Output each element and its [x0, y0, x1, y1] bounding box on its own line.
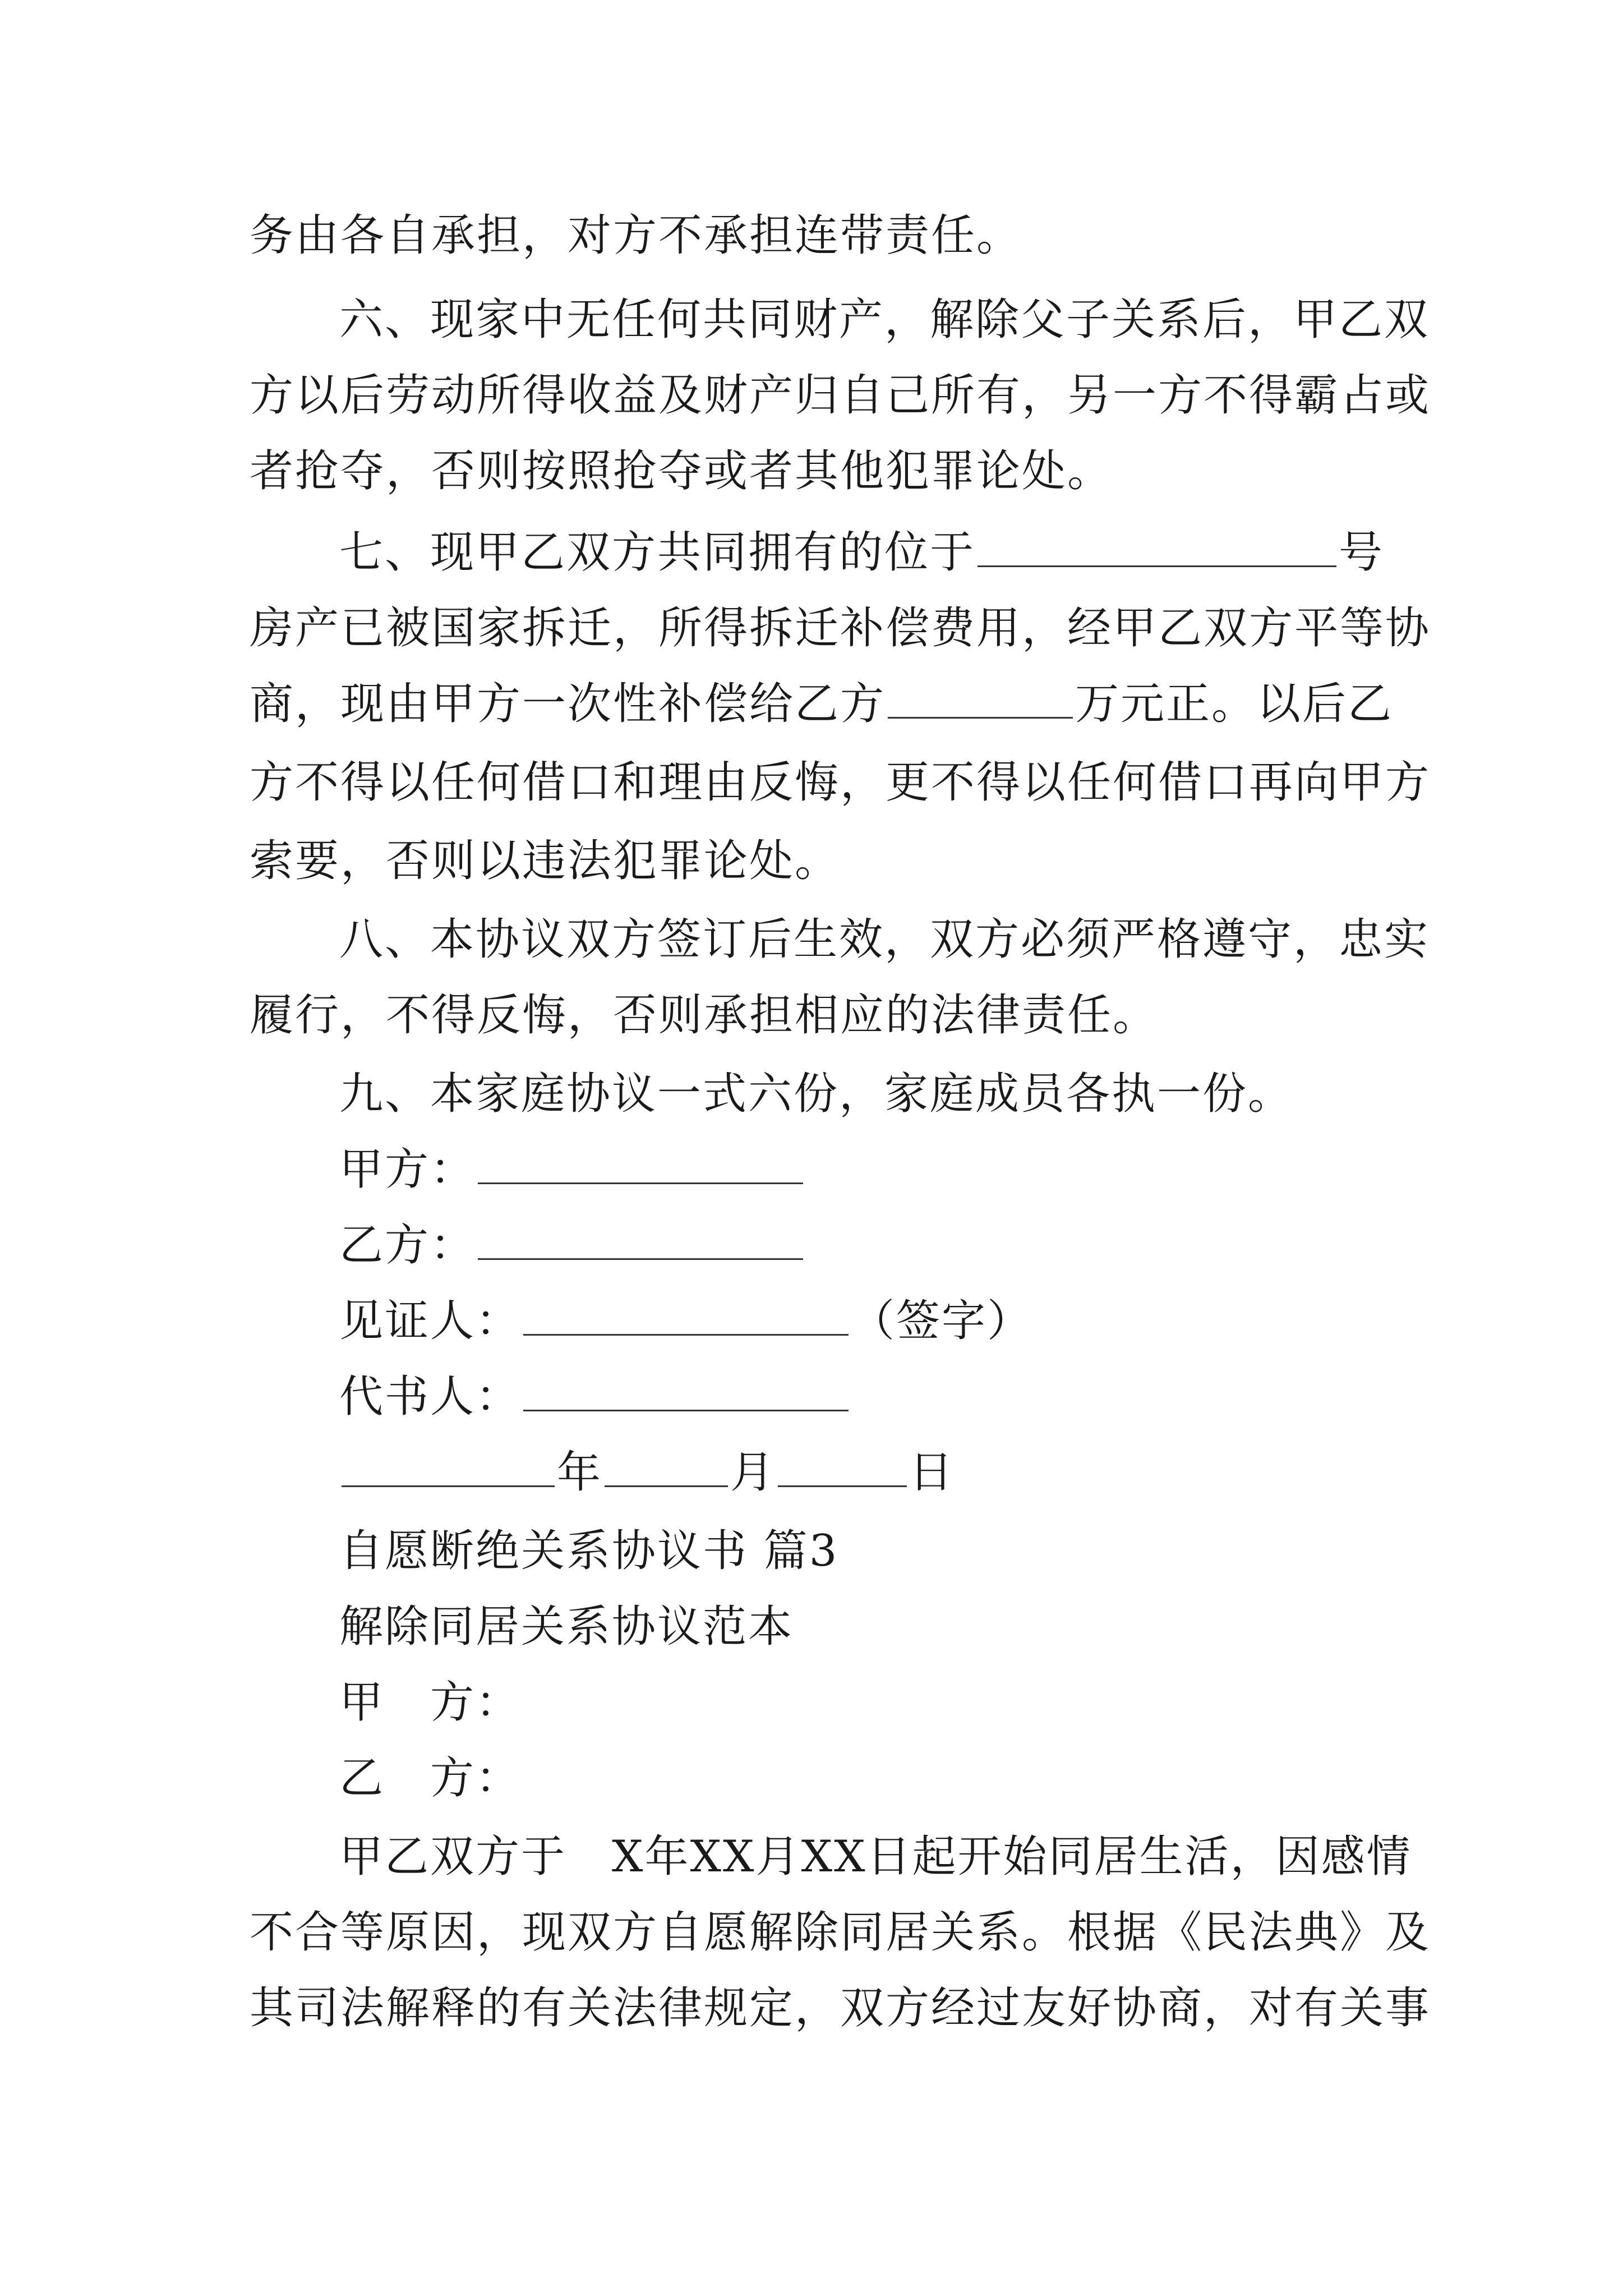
year-label: 年: [557, 1447, 603, 1498]
scribe-signature-line: [339, 1369, 1388, 1425]
year-blank: [342, 1446, 555, 1487]
paragraph-line: 房产已被国家拆迁，所得拆迁补偿费用，经甲乙双方平等协: [250, 603, 1431, 654]
document-title: 解除同居关系协议范本: [339, 1602, 794, 1652]
paragraph-line: 者抢夺，否则按照抢夺或者其他犯罪论处。: [250, 446, 1113, 496]
party-b-blank: [478, 1219, 803, 1260]
paragraph-line: 履行，不得反悔，否则承担相应的法律责任。: [250, 990, 1159, 1041]
party-b-line: 乙 方：: [339, 1753, 522, 1803]
clause-six-line: 六、现家中无任何共同财产，解除父子关系后，甲乙双: [339, 295, 1430, 345]
paragraph-line: [250, 676, 1394, 732]
compensation-text: 商，现由甲方一次性补偿给乙方: [250, 679, 886, 729]
scribe-label: 代书人：: [339, 1372, 522, 1422]
party-a-line: 甲 方：: [339, 1677, 522, 1728]
paragraph-line: 方不得以任何借口和理由反悔，更不得以任何借口再向甲方: [250, 757, 1431, 808]
agreement-intro-line: 甲乙双方于 X年XX月XX日起开始同居生活，因感情: [339, 1832, 1412, 1882]
witness-blank: [523, 1295, 849, 1336]
clause-eight-line: 八、本协议双方签订后生效，双方必须严格遵守，忠实: [339, 914, 1430, 965]
witness-signature-line: [339, 1293, 1388, 1349]
section-heading: 自愿断绝关系协议书 篇3: [339, 1526, 839, 1576]
paragraph-line: 务由各自承担，对方不承担连带责任。: [250, 210, 1022, 261]
amount-blank: [888, 678, 1073, 719]
party-a-label: 甲方：: [339, 1144, 476, 1195]
signature-note: （签字）: [851, 1296, 1033, 1346]
clause-nine-line: 九、本家庭协议一式六份，家庭成员各执一份。: [339, 1069, 1294, 1119]
compensation-suffix: 万元正。以后乙: [1075, 679, 1394, 729]
party-b-signature-line: [339, 1217, 1388, 1273]
clause-seven-text: 七、现甲乙双方共同拥有的位于: [339, 527, 976, 578]
address-blank: [978, 526, 1336, 567]
month-blank: [605, 1446, 728, 1487]
paragraph-line: 不合等原因，现双方自愿解除同居关系。根据《民法典》及: [250, 1907, 1431, 1958]
party-a-signature-line: [339, 1142, 1388, 1198]
party-a-blank: [478, 1143, 803, 1184]
clause-seven-suffix: 号: [1339, 527, 1385, 578]
paragraph-line: 其司法解释的有关法律规定，双方经过友好协商，对有关事: [250, 1983, 1431, 2033]
paragraph-line: 索要，否则以违法犯罪论处。: [250, 836, 841, 886]
witness-label: 见证人：: [339, 1296, 522, 1346]
month-label: 月: [730, 1447, 776, 1498]
date-line: [339, 1444, 1388, 1501]
party-b-label: 乙方：: [339, 1220, 476, 1271]
day-label: 日: [909, 1447, 955, 1498]
day-blank: [778, 1446, 907, 1487]
paragraph-line: 方以后劳动所得收益及财产归自己所有，另一方不得霸占或: [250, 370, 1431, 421]
scribe-blank: [523, 1370, 849, 1411]
clause-seven-line: [339, 524, 1388, 581]
